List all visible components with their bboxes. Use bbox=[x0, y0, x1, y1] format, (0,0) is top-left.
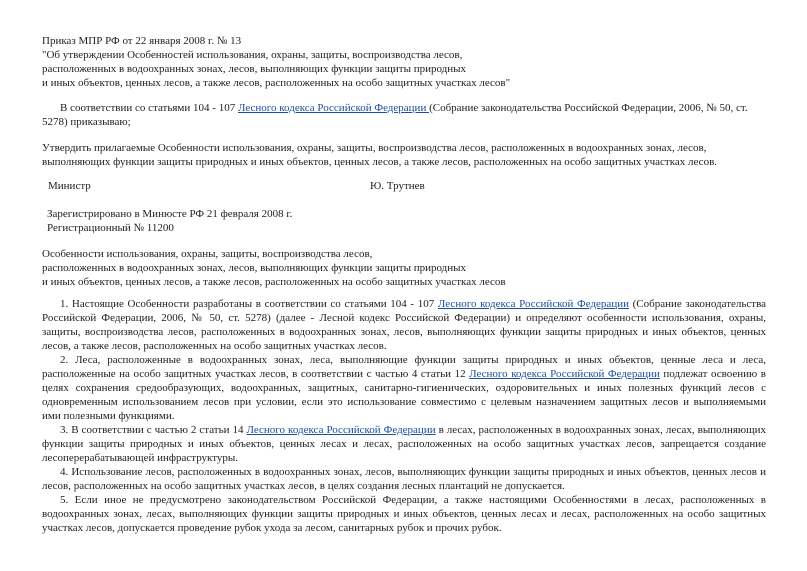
item-line: водоохранных зонах, лесах, выполняющих функции защиты природных и иных объектов, ценных лесах и лесах, расположенных на особо защитных bbox=[42, 508, 766, 520]
order-title: Приказ МПР РФ от 22 января 2008 г. № 13 bbox=[42, 35, 242, 47]
signatory-name: Ю. Трутнев bbox=[370, 180, 425, 192]
approval-paragraph bbox=[42, 141, 766, 169]
approval-line: выполняющих функции защиты природных и иных объектов, ценных лесов, а также лесов, расположенных на особо защитных участках лесов. bbox=[42, 156, 718, 168]
preamble-line: 5278) приказываю; bbox=[42, 116, 131, 128]
item-line: целях сохранения средообразующих, водоохранных, защитных, санитарно-гигиенических, оздоровительных и иных полезных функций лесов с bbox=[42, 382, 766, 394]
item-line: Российской Федерации, 2006, № 50, ст. 5278) (далее - Лесной кодекс Российской Федерации) и определяют особенности использования, охраны, bbox=[42, 312, 766, 324]
item-line: 3. В соответствии с частью 2 статьи 14 Лесного кодекса Российской Федерации в лесах, расположенных в водоохранных зонах, лесах, выполняющих bbox=[60, 424, 767, 436]
item-line: расположенные на особо защитных участках лесов, в соответствии с частью 4 статьи 12 Лесного кодекса Российской Федерации подлежат освоению в bbox=[42, 368, 767, 380]
item-line: лесов, а также лесов, расположенных на особо защитных участках лесов. bbox=[42, 340, 387, 352]
preamble bbox=[42, 101, 766, 129]
item-line: ими полезными функциями. bbox=[42, 410, 175, 422]
item-line: 2. Леса, расположенные в водоохранных зонах, леса, выполняющие функции защиты природных и иных объектов, ценные леса и леса, bbox=[60, 354, 766, 366]
features-title-line: Особенности использования, охраны, защиты, воспроизводства лесов, bbox=[42, 248, 373, 260]
item-5 bbox=[42, 493, 766, 535]
registration-date: Зарегистрировано в Минюсте РФ 21 февраля 2008 г. bbox=[47, 208, 293, 220]
features-title bbox=[42, 247, 766, 289]
item-line: защиты, воспроизводства лесов, расположенных в водоохранных зонах, лесов, выполняющих функции защиты природных и иных объектов, ценных bbox=[42, 326, 766, 338]
item-3 bbox=[42, 423, 766, 465]
order-subject-line: и иных объектов, ценных лесов, а также лесов, расположенных на особо защитных участках лесов" bbox=[42, 77, 511, 89]
order-subject-line: "Об утверждении Особенностей использования, охраны, защиты, воспроизводства лесов, bbox=[42, 49, 463, 61]
forest-code-link[interactable]: Лесного кодекса Российской Федерации bbox=[237, 102, 430, 114]
registration-info bbox=[47, 207, 771, 235]
item-line: одновременным использованием лесов при условии, если это использование совместимо с целевым назначением защитных лесов и выполняемыми bbox=[42, 396, 766, 408]
item-1 bbox=[42, 297, 766, 353]
item-line: 4. Использование лесов, расположенных в водоохранных зонах, лесов, выполняющих функции защиты природных и иных объектов, ценных лесов и bbox=[60, 466, 766, 478]
registration-number: Регистрационный № 11200 bbox=[47, 222, 174, 234]
item-line: 5. Если иное не предусмотрено законодательством Российской Федерации, а также настоящими Особенностями в лесах, расположенных в bbox=[60, 494, 766, 506]
item-line: 1. Настоящие Особенности разработаны в соответствии со статьями 104 - 107 Лесного кодекса Российской Федерации (Собрание законодательства bbox=[60, 298, 767, 310]
order-header bbox=[42, 34, 766, 90]
item-4 bbox=[42, 465, 766, 493]
forest-code-link[interactable]: Лесного кодекса Российской Федерации bbox=[469, 368, 660, 380]
item-line: участках лесов, допускается проведение рубок ухода за лесом, санитарных рубок и прочих рубок. bbox=[42, 522, 502, 534]
item-line: лесоперерабатывающей инфраструктуры. bbox=[42, 452, 239, 464]
preamble-line: В соответствии со статьями 104 - 107 Лесного кодекса Российской Федерации (Собрание законодательства Российской Федерации, 2006, № 50, ст. bbox=[60, 102, 748, 114]
order-subject-line: расположенных в водоохранных зонах, лесов, выполняющих функции защиты природных bbox=[42, 63, 467, 75]
item-2 bbox=[42, 353, 766, 423]
forest-code-link[interactable]: Лесного кодекса Российской Федерации bbox=[246, 424, 436, 436]
item-line: лесов, расположенных на особо защитных участках лесов, в целях создания лесных плантаций не допускается. bbox=[42, 480, 565, 492]
item-line: функции защиты природных и иных объектов, ценных лесах и лесах, расположенных на особо защитных участках лесов, запрещается создание bbox=[42, 438, 766, 450]
features-title-line: расположенных в водоохранных зонах, лесов, выполняющих функции защиты природных bbox=[42, 262, 467, 274]
signatory-position: Министр bbox=[48, 180, 91, 192]
forest-code-link[interactable]: Лесного кодекса Российской Федерации bbox=[437, 298, 629, 310]
approval-line: Утвердить прилагаемые Особенности использования, охраны, защиты, воспроизводства лесов, расположенных в водоохранных зонах, лесов, bbox=[42, 142, 707, 154]
features-title-line: и иных объектов, ценных лесов, а также лесов, расположенных на особо защитных участках лесов bbox=[42, 276, 506, 288]
